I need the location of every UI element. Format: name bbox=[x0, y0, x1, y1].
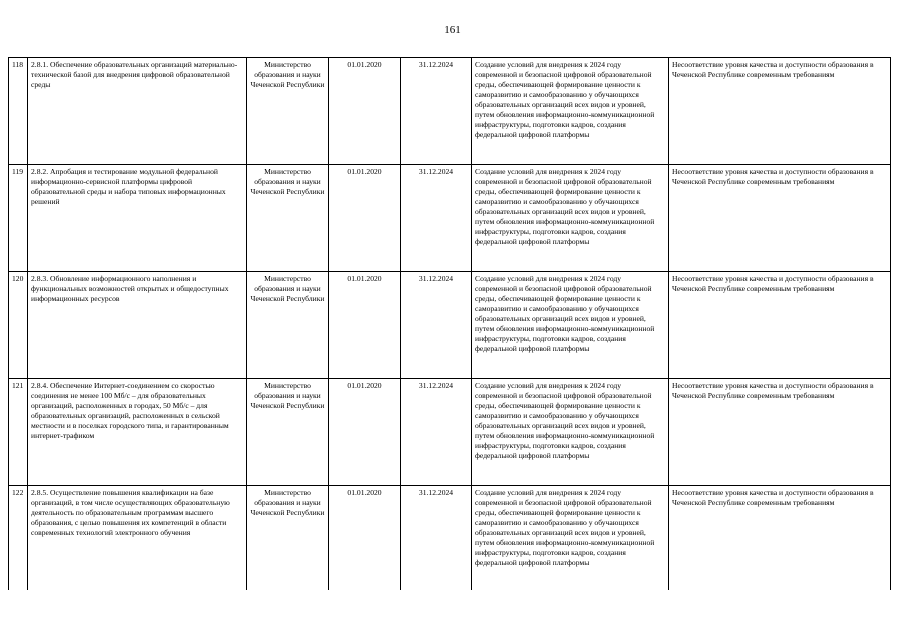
row-number: 121 bbox=[9, 379, 28, 486]
start-date-cell: 01.01.2020 bbox=[329, 486, 401, 590]
table-row bbox=[9, 165, 891, 272]
table-row bbox=[9, 379, 891, 486]
result-cell: Создание условий для внедрения к 2024 году современной и безопасной цифровой образовательной среды, обеспечивающей формирование ценности к саморазвитию и самообразованию у обучающихся образовательных организаций всех видов и уровней, путем обновления информационно-коммуникационной инфраструктуры, подготовки кадров, создания федеральной цифровой платформы bbox=[472, 379, 669, 486]
measure-cell: 2.8.3. Обновление информационного наполнения и функциональных возможностей открытых и общедоступных информационных ресурсов bbox=[28, 272, 247, 379]
page-number: 161 bbox=[444, 24, 461, 36]
row-number: 122 bbox=[9, 486, 28, 590]
end-date-cell: 31.12.2024 bbox=[401, 486, 472, 590]
measures-table bbox=[8, 57, 891, 590]
result-cell: Создание условий для внедрения к 2024 году современной и безопасной цифровой образовательной среды, обеспечивающей формирование ценности к саморазвитию и самообразованию у обучающихся образовательных организаций всех видов и уровней, путем обновления информационно-коммуникационной инфраструктуры, подготовки кадров, создания федеральной цифровой платформы bbox=[472, 486, 669, 590]
start-date-cell: 01.01.2020 bbox=[329, 58, 401, 165]
risk-cell: Несоответствие уровня качества и доступности образования в Чеченской Республике современным требованиям bbox=[669, 486, 891, 590]
end-date-cell: 31.12.2024 bbox=[401, 165, 472, 272]
risk-cell: Несоответствие уровня качества и доступности образования в Чеченской Республике современным требованиям bbox=[669, 58, 891, 165]
executor-cell: Министерство образования и науки Чеченской Республики bbox=[247, 165, 329, 272]
measure-cell: 2.8.4. Обеспечение Интернет-соединением со скоростью соединения не менее 100 Мб/с – для образовательных организаций, расположенных в городах, 50 Мб/с – для образовательных организаций, расположенных в сельской местности и в поселках городского типа, и гарантированным интернет-трафиком bbox=[28, 379, 247, 486]
measure-cell: 2.8.1. Обеспечение образовательных организаций материально-технической базой для внедрения цифровой образовательной среды bbox=[28, 58, 247, 165]
end-date-cell: 31.12.2024 bbox=[401, 379, 472, 486]
executor-cell: Министерство образования и науки Чеченской Республики bbox=[247, 379, 329, 486]
table-row bbox=[9, 486, 891, 590]
row-number: 120 bbox=[9, 272, 28, 379]
table-row bbox=[9, 272, 891, 379]
measure-cell: 2.8.5. Осуществление повышения квалификации на базе организаций, в том числе осуществляющих образовательную деятельность по образовательным программам высшего образования, с целью повышения их компетенций в области современных технологий электронного обучения bbox=[28, 486, 247, 590]
table-row bbox=[9, 58, 891, 165]
executor-cell: Министерство образования и науки Чеченской Республики bbox=[247, 58, 329, 165]
start-date-cell: 01.01.2020 bbox=[329, 379, 401, 486]
executor-cell: Министерство образования и науки Чеченской Республики bbox=[247, 272, 329, 379]
risk-cell: Несоответствие уровня качества и доступности образования в Чеченской Республике современным требованиям bbox=[669, 272, 891, 379]
start-date-cell: 01.01.2020 bbox=[329, 272, 401, 379]
risk-cell: Несоответствие уровня качества и доступности образования в Чеченской Республике современным требованиям bbox=[669, 165, 891, 272]
risk-cell: Несоответствие уровня качества и доступности образования в Чеченской Республике современным требованиям bbox=[669, 379, 891, 486]
result-cell: Создание условий для внедрения к 2024 году современной и безопасной цифровой образовательной среды, обеспечивающей формирование ценности к саморазвитию и самообразованию у обучающихся образовательных организаций всех видов и уровней, путем обновления информационно-коммуникационной инфраструктуры, подготовки кадров, создания федеральной цифровой платформы bbox=[472, 272, 669, 379]
start-date-cell: 01.01.2020 bbox=[329, 165, 401, 272]
executor-cell: Министерство образования и науки Чеченской Республики bbox=[247, 486, 329, 590]
result-cell: Создание условий для внедрения к 2024 году современной и безопасной цифровой образовательной среды, обеспечивающей формирование ценности к саморазвитию и самообразованию у обучающихся образовательных организаций всех видов и уровней, путем обновления информационно-коммуникационной инфраструктуры, подготовки кадров, создания федеральной цифровой платформы bbox=[472, 165, 669, 272]
end-date-cell: 31.12.2024 bbox=[401, 272, 472, 379]
row-number: 119 bbox=[9, 165, 28, 272]
row-number: 118 bbox=[9, 58, 28, 165]
measure-cell: 2.8.2. Апробация и тестирование модульной федеральной информационно-сервисной платформы цифровой образовательной среды и набора типовых информационных решений bbox=[28, 165, 247, 272]
end-date-cell: 31.12.2024 bbox=[401, 58, 472, 165]
result-cell: Создание условий для внедрения к 2024 году современной и безопасной цифровой образовательной среды, обеспечивающей формирование ценности к саморазвитию и самообразованию у обучающихся образовательных организаций всех видов и уровней, путем обновления информационно-коммуникационной инфраструктуры, подготовки кадров, создания федеральной цифровой платформы bbox=[472, 58, 669, 165]
